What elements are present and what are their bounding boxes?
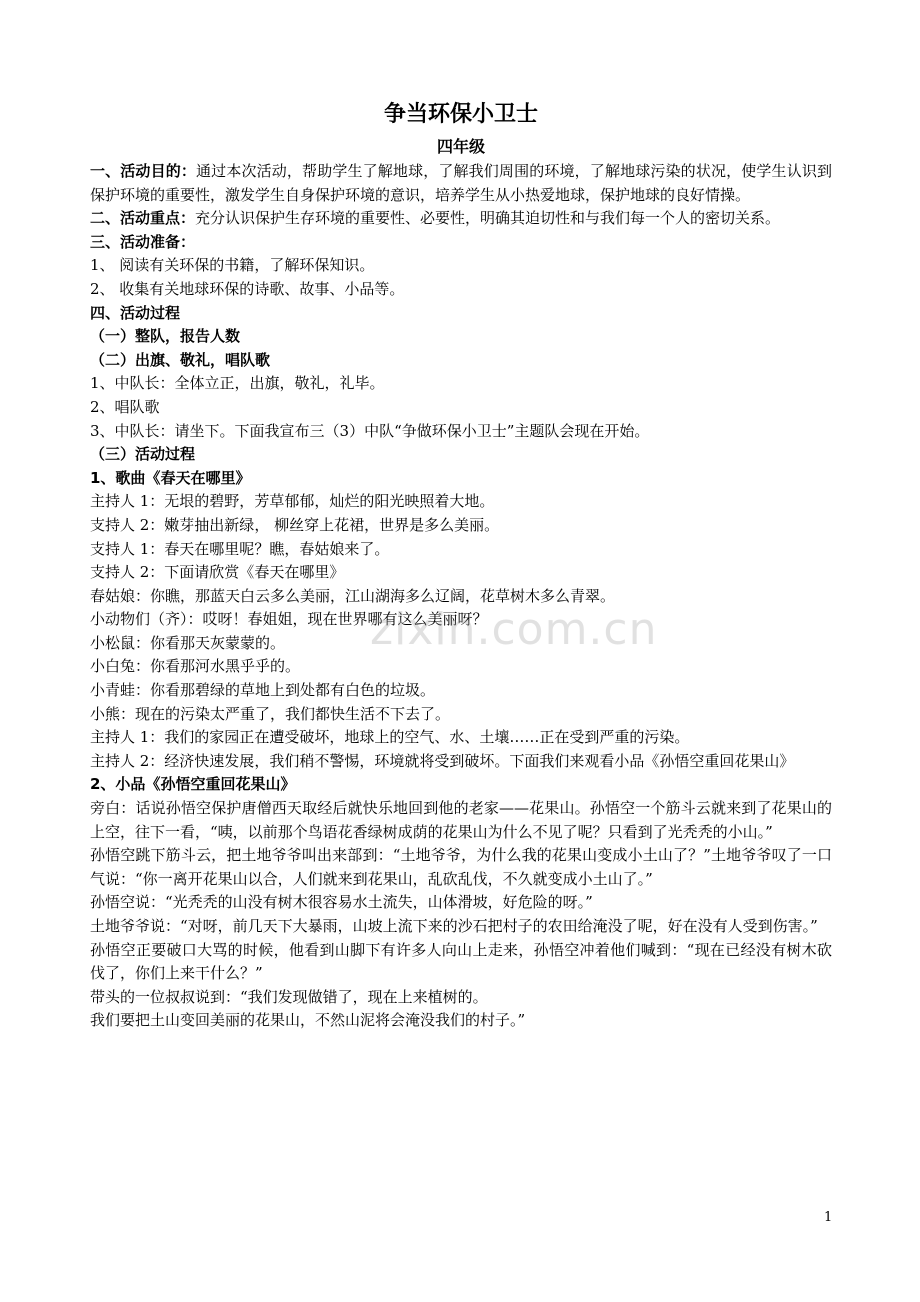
process-part-heading: （一）整队，报告人数: [90, 327, 241, 346]
process-line: 3、中队长：请坐下。下面我宣布三（3）中队“争做环保小卫士”主题队会现在开始。: [90, 421, 650, 440]
dialogue-line: 小青蛙：你看那碧绿的草地上到处都有白色的垃圾。: [90, 681, 436, 700]
dialogue-line: 小熊：现在的污染太严重了，我们都快生活不下去了。: [90, 704, 451, 723]
dialogue-line: 支持人 1：春天在哪里呢？瞧，春姑娘来了。: [90, 539, 390, 558]
song-heading-title: 《春天在哪里》: [145, 468, 251, 487]
dialogue-line: 主持人 1：无垠的碧野，芳草郁郁，灿烂的阳光映照着大地。: [90, 492, 495, 511]
focus-label: 二、活动重点：: [90, 209, 196, 228]
document-page: [90, 96, 832, 1033]
prep-item: 2、 收集有关地球环保的诗歌、故事、小品等。: [90, 279, 405, 298]
skit-line: 旁白：话说孙悟空保护唐僧西天取经后就快乐地回到他的老家——花果山。孙悟空一个筋斗云就来到了花果山的上空，往下一看，“咦，以前那个鸟语花香绿树成荫的花果山为什么不见了呢？只看到了光秃秃的小山。”: [90, 799, 832, 841]
watermark: zixin.com.cn: [370, 604, 658, 655]
dialogue-line: 小白兔：你看那河水黑乎乎的。: [90, 657, 301, 676]
document-title: 争当环保小卫士: [383, 102, 538, 127]
purpose-text: 通过本次活动，帮助学生了解地球，了解我们周围的环境，了解地球污染的状况，使学生认识到保护环境的重要性，激发学生自身保护环境的意识，培养学生从小热爱地球，保护地球的良好情操。: [90, 162, 832, 204]
dialogue-line: 小松鼠：你看那天灰蒙蒙的。: [90, 633, 286, 652]
dialogue-line: 春姑娘：你瞧，那蓝天白云多么美丽，江山湖海多么辽阔，花草树木多么青翠。: [90, 586, 616, 605]
purpose-paragraph: [90, 160, 832, 207]
skit-line: 孙悟空正要破口大骂的时候，他看到山脚下有许多人向山上走来，孙悟空冲着他们喊到：“现在已经没有树木砍伐了，你们上来干什么？”: [90, 940, 832, 983]
skit-line: 土地爷爷说：“对呀，前几天下大暴雨，山坡上流下来的沙石把村子的农田给淹没了呢，好在没有人受到伤害。”: [90, 917, 818, 935]
dialogue-line: 支持人 2：嫩芽抽出新绿， 柳丝穿上花裙，世界是多么美丽。: [90, 515, 500, 534]
song-heading: [90, 467, 832, 491]
skit-line: 我们要把土山变回美丽的花果山，不然山泥将会淹没我们的村子。”: [90, 1011, 526, 1030]
dialogue-line: 主持人 1：我们的家园正在遭受破坏，地球上的空气、水、土壤……正在受到严重的污染。: [90, 728, 690, 747]
skit-line: 孙悟空跳下筋斗云，把土地爷爷叫出来部到：“土地爷爷，为什么我的花果山变成小土山了？”土地爷爷叹了一口气说：“你一离开花果山以合，人们就来到花果山，乱砍乱伐，不久就变成小土山了。”: [90, 846, 832, 888]
dialogue-line: 小动物们（齐）：哎呀！春姐姐，现在世界哪有这么美丽呀？: [90, 610, 488, 629]
focus-paragraph: [90, 207, 832, 231]
purpose-label: 一、活动目的：: [90, 162, 197, 180]
dialogue-line: 支持人 2：下面请欣赏《春天在哪里》: [90, 563, 345, 582]
dialogue-line: 主持人 2：经济快速发展，我们稍不警惕，环境就将受到破坏。下面我们来观看小品《孙悟空重回花果山》: [90, 751, 795, 770]
skit-heading-title: 《孙悟空重回花果山》: [145, 775, 296, 794]
prep-heading: 三、活动准备：: [90, 232, 196, 251]
grade-subtitle: 四年级: [436, 137, 485, 156]
process-part-heading: （三）活动过程: [90, 445, 196, 464]
song-heading-prefix: 1、歌曲: [90, 468, 146, 487]
skit-line: 带头的一位叔叔说到：“我们发现做错了，现在上来植树的。: [90, 987, 488, 1006]
skit-line: 孙悟空说：“光秃秃的山没有树木很容易水土流失，山体滑坡，好危险的呀。”: [90, 893, 593, 912]
skit-heading-prefix: 2、小品: [90, 775, 146, 794]
focus-text: 充分认识保护生存环境的重要性、必要性，明确其迫切性和与我们每一个人的密切关系。: [195, 209, 781, 228]
process-heading: 四、活动过程: [90, 303, 181, 322]
process-line: 2、唱队歌: [90, 397, 160, 416]
process-line: 1、中队长：全体立正，出旗，敬礼，礼毕。: [90, 374, 385, 393]
process-part-heading: （二）出旗、敬礼，唱队歌: [90, 350, 271, 369]
page-number: 1: [824, 1210, 833, 1225]
skit-heading: [90, 773, 832, 797]
prep-item: 1、 阅读有关环保的书籍，了解环保知识。: [90, 256, 375, 275]
